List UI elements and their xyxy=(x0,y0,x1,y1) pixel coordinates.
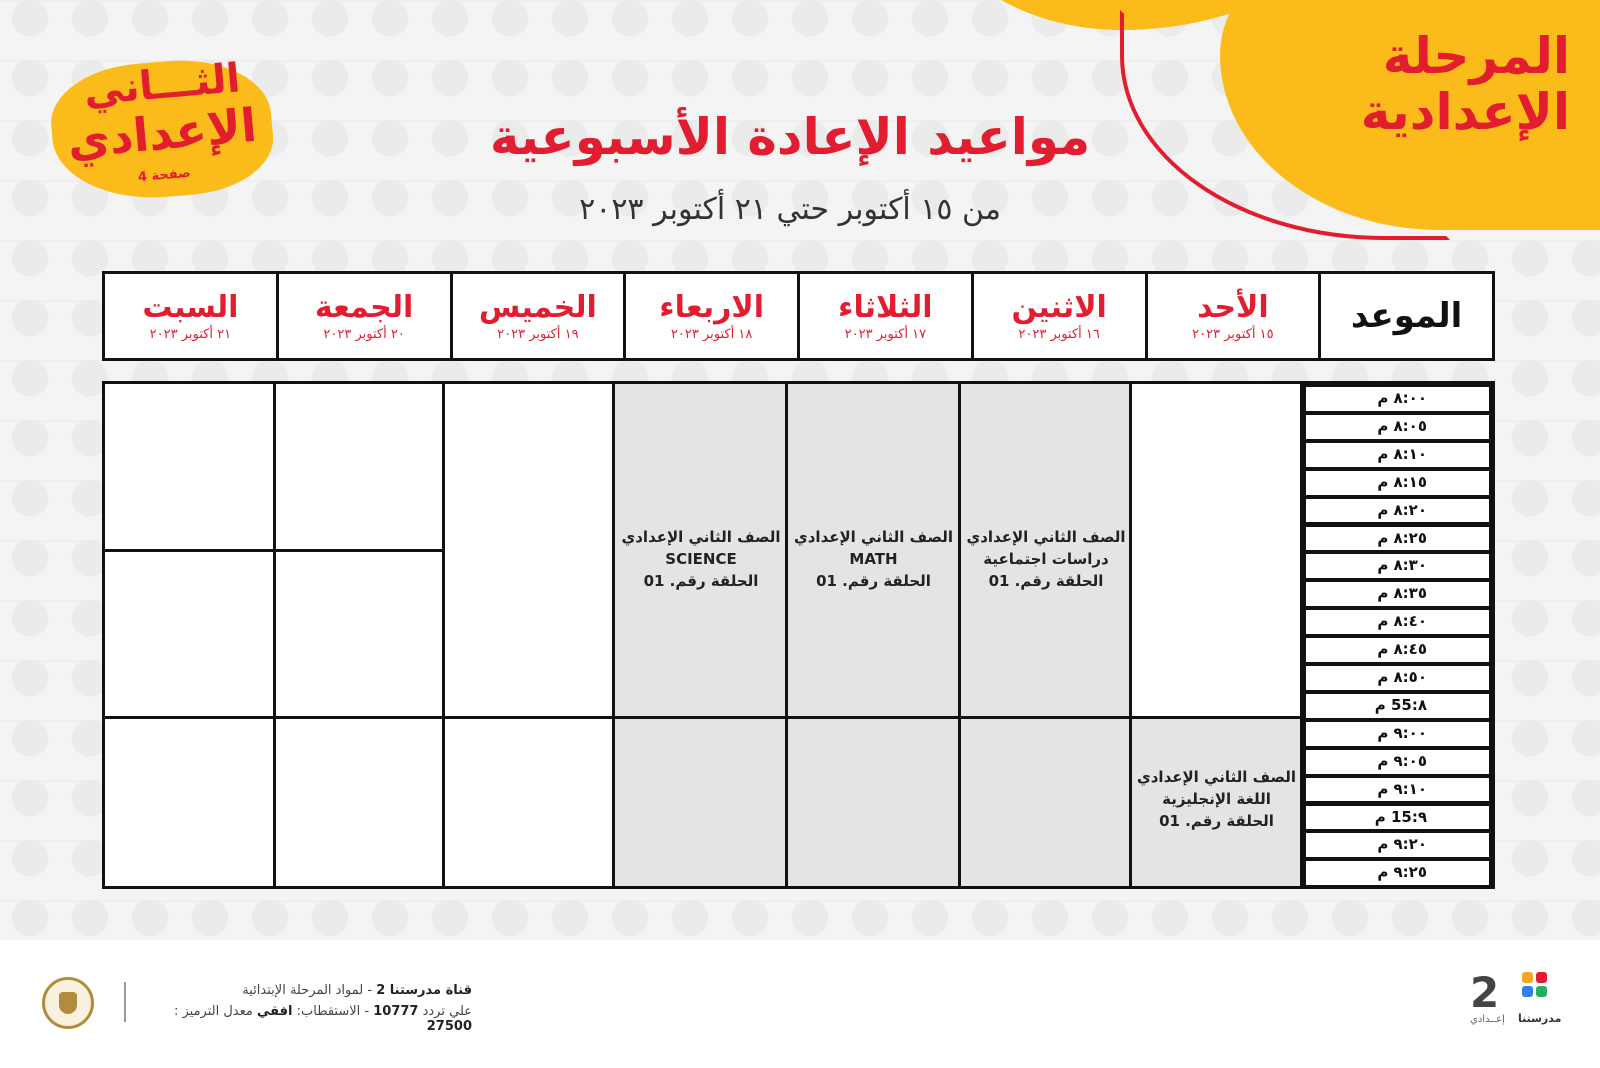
day-name: السبت xyxy=(142,289,239,325)
page-subtitle: من ١٥ أكتوبر حتي ٢١ أكتوبر ٢٠٢٣ xyxy=(579,192,1001,227)
schedule-grid xyxy=(102,381,1495,889)
grid-vline xyxy=(785,384,788,886)
logo-square-icon xyxy=(1522,972,1533,983)
day-name: الاربعاء xyxy=(659,289,764,325)
lesson-grade: الصف الثاني الإعدادي xyxy=(1136,768,1296,786)
lesson-subject: اللغة الإنجليزية xyxy=(1162,790,1271,808)
footer-rate: 27500 xyxy=(426,1019,472,1034)
time-slot: ٨:٤٥ م xyxy=(1303,635,1492,665)
lesson-grade: الصف الثاني الإعدادي xyxy=(621,528,781,546)
time-slot: ٨:١٠ م xyxy=(1303,440,1492,470)
time-slot: ٩:٢٠ م xyxy=(1303,830,1492,860)
lesson-episode: الحلقة رقم. 01 xyxy=(988,572,1104,590)
lesson-subject: MATH xyxy=(849,550,898,568)
stage-line-1: المرحلة xyxy=(1382,27,1570,85)
footer-rate-prefix: معدل الترميز : xyxy=(173,1004,257,1019)
logo-square-icon xyxy=(1536,972,1547,983)
time-slot: ٨:٣٥ م xyxy=(1303,579,1492,609)
logo-name: مدرستنا xyxy=(1518,1012,1562,1025)
grid-hline xyxy=(105,716,1300,719)
day-name: الاثنين xyxy=(1011,289,1107,325)
footer-channel-desc: - لمواد المرحلة الإبتدائية xyxy=(242,983,377,998)
header-time-cell xyxy=(1318,274,1492,358)
footer-pol: افقي xyxy=(257,1004,293,1019)
day-date: ١٧ أكتوبر ٢٠٢٣ xyxy=(844,326,927,342)
ministry-seal-icon xyxy=(42,977,94,1029)
lesson-episode: الحلقة رقم. 01 xyxy=(816,572,931,590)
logo-square-icon xyxy=(1522,986,1533,997)
logo-number: 2 xyxy=(1470,968,1500,1017)
day-name: الأحد xyxy=(1197,289,1269,325)
lesson-grade: الصف الثاني الإعدادي xyxy=(966,528,1126,546)
stage-line-2: الإعدادية xyxy=(1360,83,1570,141)
time-slot: ٩:٠٠ م xyxy=(1303,719,1492,749)
footer-frequency-line xyxy=(132,1004,472,1034)
time-slot: ٨:٢٥ م xyxy=(1303,524,1492,554)
time-slot: ٨:٠٠ م xyxy=(1303,384,1492,414)
lesson-wednesday xyxy=(615,526,787,592)
logo-square-icon xyxy=(1536,986,1547,997)
footer-channel: قناة مدرستنا 2 xyxy=(376,983,472,998)
time-slot: ٩:١٠ م xyxy=(1303,775,1492,805)
day-date: ١٦ أكتوبر ٢٠٢٣ xyxy=(1018,326,1100,342)
stage-title xyxy=(1300,28,1570,140)
header-day-friday xyxy=(276,274,450,358)
lesson-subject: دراسات اجتماعية xyxy=(983,550,1109,568)
time-slot: ٨:٤٠ م xyxy=(1303,607,1492,637)
schedule-header xyxy=(102,271,1495,361)
time-slot: ٨:١٥ م xyxy=(1303,468,1492,498)
header-day-thursday xyxy=(450,274,624,358)
empty-cell-wednesday-late xyxy=(615,719,787,886)
page-title: مواعيد الإعادة الأسبوعية xyxy=(489,108,1091,166)
header-day-saturday xyxy=(105,274,276,358)
time-slot: ٨:٣٠ م xyxy=(1303,551,1492,581)
footer-separator xyxy=(124,982,126,1022)
time-slot: ٩:٢٥ م xyxy=(1303,858,1492,888)
badge-line-1: الثـــاني xyxy=(81,55,243,115)
header-day-sunday xyxy=(1145,274,1319,358)
day-date: ١٩ أكتوبر ٢٠٢٣ xyxy=(497,326,579,342)
lesson-episode: الحلقة رقم. 01 xyxy=(643,572,759,590)
day-date: ٢٠ أكتوبر ٢٠٢٣ xyxy=(323,326,405,342)
empty-cell-monday-late xyxy=(961,719,1131,886)
day-date: ١٥ أكتوبر ٢٠٢٣ xyxy=(1192,326,1274,342)
grid-vline xyxy=(958,384,961,886)
footer-channel-line xyxy=(132,983,472,998)
time-slot: ٩:٠٥ م xyxy=(1303,747,1492,777)
footer-pol-prefix: - الاستقطاب: xyxy=(292,1004,374,1019)
logo-sub: إعــدادي xyxy=(1470,1014,1505,1025)
header-time-label: الموعد xyxy=(1350,296,1463,336)
day-date: ١٨ أكتوبر ٢٠٢٣ xyxy=(670,326,753,342)
lesson-tuesday xyxy=(788,526,959,592)
lesson-sunday xyxy=(1132,766,1301,832)
lesson-monday xyxy=(961,526,1131,592)
page-number: صفحة 4 xyxy=(137,165,192,186)
grid-vline xyxy=(442,384,445,886)
lesson-subject: SCIENCE xyxy=(665,550,737,568)
footer-freq-prefix: علي تردد xyxy=(418,1004,472,1019)
grid-vline xyxy=(612,384,615,886)
day-name: الخميس xyxy=(478,289,597,325)
footer-freq: 10777 xyxy=(373,1004,419,1019)
time-slot: ٨:٢٠ م xyxy=(1303,496,1492,526)
lesson-grade: الصف الثاني الإعدادي xyxy=(793,528,953,546)
time-slot: ٩:15 م xyxy=(1303,803,1492,833)
day-name: الثلاثاء xyxy=(838,289,933,325)
header-day-wednesday xyxy=(623,274,797,358)
badge-line-2: الإعدادي xyxy=(65,97,259,169)
grid-hline xyxy=(105,549,445,552)
time-slot: ٨:٠٥ م xyxy=(1303,412,1492,442)
empty-cell-tuesday-late xyxy=(788,719,959,886)
time-slot: ٨:٥٠ م xyxy=(1303,663,1492,693)
lesson-episode: الحلقة رقم. 01 xyxy=(1159,812,1274,830)
time-column xyxy=(1303,384,1492,886)
time-slot: ٨:55 م xyxy=(1303,691,1492,721)
day-name: الجمعة xyxy=(314,289,414,325)
header-day-tuesday xyxy=(797,274,971,358)
header-day-monday xyxy=(971,274,1145,358)
day-date: ٢١ أكتوبر ٢٠٢٣ xyxy=(149,326,232,342)
grid-vline xyxy=(273,384,276,886)
